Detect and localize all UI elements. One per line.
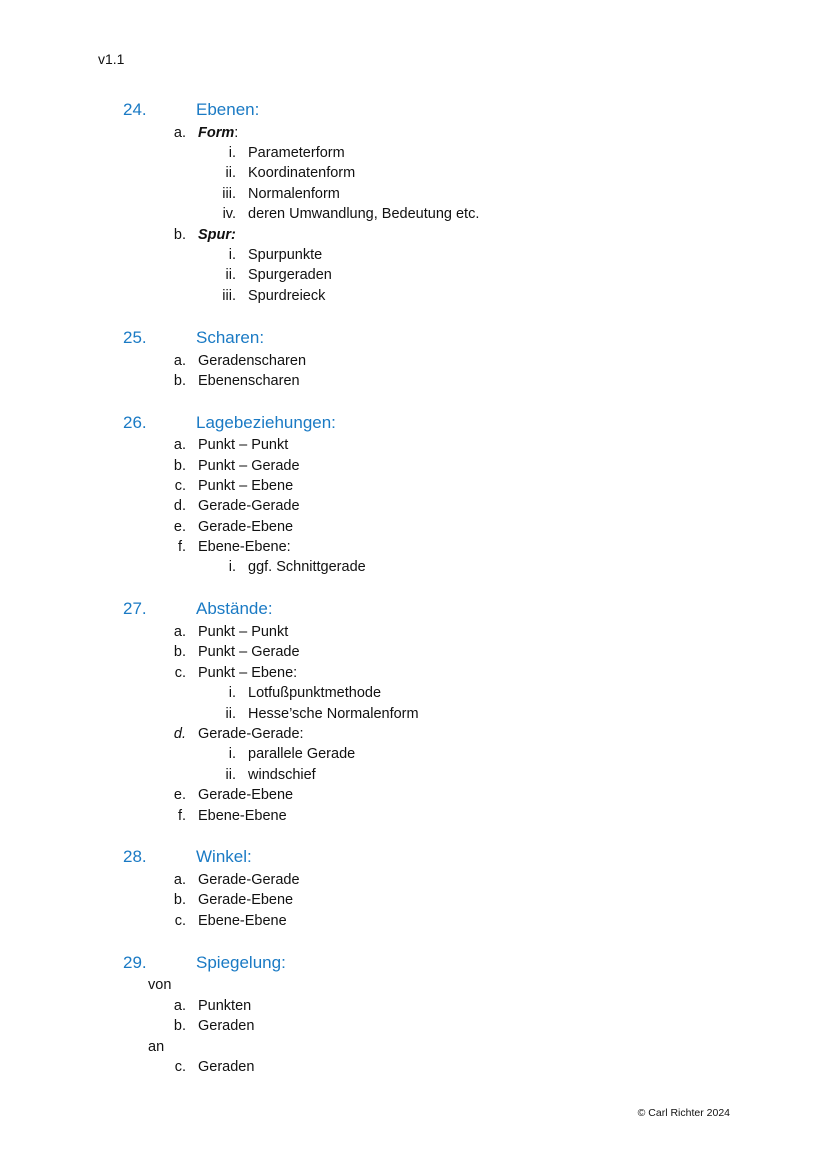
list-item — [0, 537, 828, 557]
list-item-text: deren Umwandlung, Bedeutung etc. — [248, 206, 480, 222]
list-item-text: windschief — [248, 767, 316, 783]
sub-list-item — [0, 683, 828, 703]
section-number: 29. — [123, 953, 147, 972]
list-marker: b. — [173, 892, 186, 908]
section-title: Abstände: — [196, 599, 273, 618]
list-marker: a. — [173, 624, 186, 640]
list-item-text: Koordinatenform — [248, 165, 356, 181]
list-marker: c. — [174, 913, 186, 929]
list-item-suffix: : — [234, 125, 239, 141]
list-marker: ii. — [225, 267, 236, 283]
list-item-text: Punkt – Gerade — [198, 458, 300, 474]
list-item-text: Gerade-Gerade — [198, 872, 300, 888]
list-marker: a. — [173, 998, 186, 1014]
group-label — [0, 1037, 828, 1057]
list-marker: b. — [173, 458, 186, 474]
list-item-text: parallele Gerade — [248, 746, 356, 762]
list-item — [0, 1057, 828, 1077]
list-item — [0, 435, 828, 455]
list-item-text: Punkt – Ebene — [198, 478, 294, 494]
list-marker: b. — [173, 644, 186, 660]
list-item-text: Punkten — [198, 998, 252, 1014]
list-item — [0, 870, 828, 890]
sub-list-item — [0, 286, 828, 306]
list-marker: f. — [177, 808, 186, 824]
list-item-text: Spurgeraden — [248, 267, 332, 283]
list-item-text: Punkt – Punkt — [198, 437, 289, 453]
list-item-label: Form — [198, 125, 235, 141]
sub-list-item — [0, 163, 828, 183]
list-item-text: Punkt – Punkt — [198, 624, 289, 640]
list-item-text: Parameterform — [248, 145, 345, 161]
list-marker: d. — [173, 498, 186, 514]
sub-list-item — [0, 245, 828, 265]
list-marker: i. — [228, 145, 236, 161]
list-marker: ii. — [225, 767, 236, 783]
list-marker: iv. — [222, 206, 236, 222]
section-number: 24. — [123, 100, 147, 119]
list-item — [0, 1016, 828, 1036]
section-number: 27. — [123, 599, 147, 618]
sub-list-item — [0, 184, 828, 204]
list-item-text: Gerade-Ebene — [198, 787, 294, 803]
section-number: 25. — [123, 328, 147, 347]
sub-list-item — [0, 265, 828, 285]
group-label-text: an — [148, 1039, 165, 1055]
section-title: Spiegelung: — [196, 953, 286, 972]
list-marker: b. — [173, 227, 186, 243]
list-item-text: Punkt – Ebene: — [198, 665, 298, 681]
list-item — [0, 225, 828, 245]
list-item-text: Geraden — [198, 1059, 255, 1075]
list-marker: i. — [228, 247, 236, 263]
list-item-text: Lotfußpunktmethode — [248, 685, 382, 701]
list-item-text: ggf. Schnittgerade — [248, 559, 366, 575]
group-label — [0, 975, 828, 995]
list-marker: i. — [228, 559, 236, 575]
list-marker: i. — [228, 685, 236, 701]
list-item — [0, 806, 828, 826]
list-item — [0, 663, 828, 683]
list-item — [0, 496, 828, 516]
version-label: v1.1 — [98, 51, 125, 67]
section-title: Scharen: — [196, 328, 265, 347]
list-item-text: Ebene-Ebene — [198, 808, 287, 824]
list-item-text: Spurdreieck — [248, 288, 326, 304]
list-item — [0, 517, 828, 537]
list-item-text: Ebenenscharen — [198, 373, 300, 389]
list-item-text: Ebene-Ebene: — [198, 539, 291, 555]
sub-list-item — [0, 143, 828, 163]
list-marker: ii. — [225, 165, 236, 181]
list-marker: a. — [173, 872, 186, 888]
list-item — [0, 911, 828, 931]
list-item — [0, 890, 828, 910]
list-marker: iii. — [222, 186, 236, 202]
list-item — [0, 371, 828, 391]
list-item — [0, 642, 828, 662]
sub-list-item — [0, 557, 828, 577]
list-marker: a. — [173, 437, 186, 453]
copyright-footer: © Carl Richter 2024 — [637, 1107, 730, 1119]
list-marker: ii. — [225, 706, 236, 722]
list-item-text: Punkt – Gerade — [198, 644, 300, 660]
list-item — [0, 123, 828, 143]
section-title: Lagebeziehungen: — [196, 413, 336, 432]
list-item-text: Spurpunkte — [248, 247, 323, 263]
list-marker: i. — [228, 746, 236, 762]
list-item-text: Normalenform — [248, 186, 340, 202]
sub-list-item — [0, 704, 828, 724]
list-item-text: Hesse’sche Normalenform — [248, 706, 419, 722]
list-marker: c. — [174, 1059, 186, 1075]
list-item — [0, 622, 828, 642]
list-item-text: Geradenscharen — [198, 353, 307, 369]
section-title: Winkel: — [196, 847, 252, 866]
list-marker: a. — [173, 125, 186, 141]
list-item-text: Ebene-Ebene — [198, 913, 287, 929]
list-item — [0, 456, 828, 476]
list-item-text: Gerade-Gerade — [198, 498, 300, 514]
sub-list-item — [0, 744, 828, 764]
list-item — [0, 351, 828, 371]
list-marker: iii. — [222, 288, 236, 304]
list-marker: e. — [173, 519, 186, 535]
list-marker: d. — [173, 726, 186, 742]
list-item — [0, 785, 828, 805]
list-marker: b. — [173, 1018, 186, 1034]
list-item-text: Gerade-Ebene — [198, 519, 294, 535]
list-item — [0, 476, 828, 496]
list-marker: a. — [173, 353, 186, 369]
list-item-text: Gerade-Gerade: — [198, 726, 304, 742]
list-item — [0, 724, 828, 744]
list-item-text: Geraden — [198, 1018, 255, 1034]
list-marker: c. — [174, 665, 186, 681]
sub-list-item — [0, 204, 828, 224]
list-item-text: Gerade-Ebene — [198, 892, 294, 908]
group-label-text: von — [148, 977, 172, 993]
section-number: 28. — [123, 847, 147, 866]
list-marker: c. — [174, 478, 186, 494]
section-number: 26. — [123, 413, 147, 432]
list-item — [0, 996, 828, 1016]
list-marker: f. — [177, 539, 186, 555]
list-marker: b. — [173, 373, 186, 389]
sub-list-item — [0, 765, 828, 785]
section-title: Ebenen: — [196, 100, 260, 119]
list-item-label: Spur: — [198, 227, 236, 243]
list-marker: e. — [173, 787, 186, 803]
